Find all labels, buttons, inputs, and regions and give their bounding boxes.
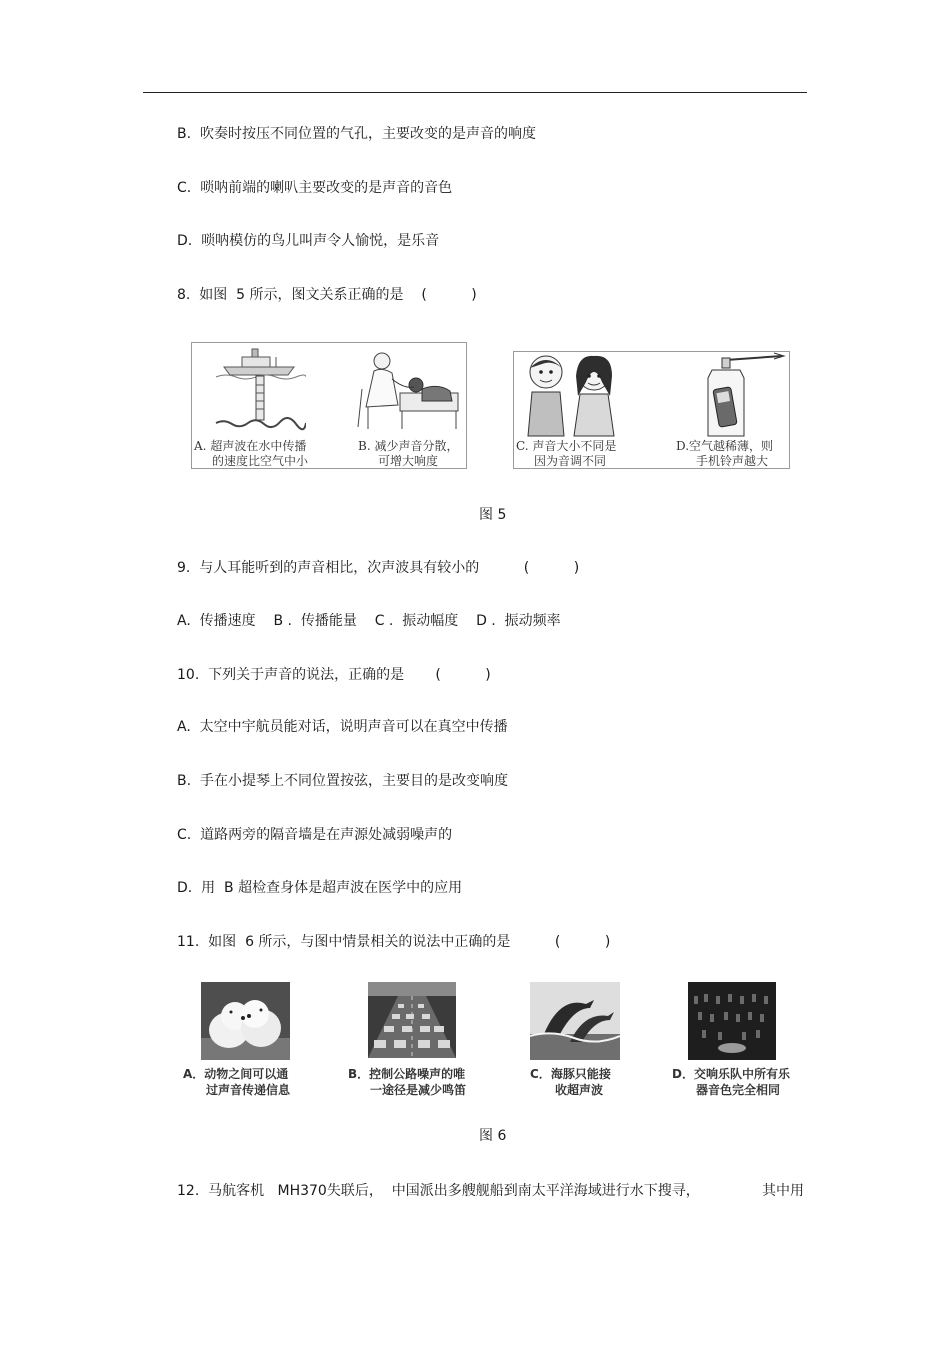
fig6-panel-d-label: D．交响乐队中所有乐 — [672, 1067, 790, 1081]
doctor-stethoscope-drawing — [352, 349, 462, 433]
fig5-panel-c-label-line2: 因为音调不同 — [534, 454, 607, 468]
boy-girl-cartoon-drawing — [522, 352, 622, 438]
highway-traffic-photo — [368, 982, 456, 1058]
dolphins-photo — [530, 982, 620, 1060]
fig6-panel-a-label-line2: 过声音传递信息 — [206, 1083, 291, 1097]
q9-stem: 9. 与人耳能听到的声音相比，次声波具有较小的 ( ) — [177, 560, 580, 576]
ship-sonar-drawing — [214, 345, 306, 431]
header-rule — [143, 92, 807, 93]
fig5-panel-b-label-line2: 可增大响度 — [378, 454, 439, 468]
fig6-panel-b-label: B．控制公路噪声的唯 — [348, 1067, 466, 1081]
fig6-panel-c-label: C．海豚只能接 — [530, 1067, 611, 1081]
q10-option-d: D. 用 B 超检查身体是超声波在医学中的应用 — [177, 880, 463, 896]
q7-option-d: D. 唢呐模仿的鸟儿叫声令人愉悦，是乐音 — [177, 233, 440, 249]
q10-option-a: A. 太空中宇航员能对话，说明声音可以在真空中传播 — [177, 719, 508, 735]
fig5-panel-a-label: A. 超声波在水中传播 — [194, 439, 307, 453]
q7-option-b: B. 吹奏时按压不同位置的气孔，主要改变的是声音的响度 — [177, 126, 536, 142]
q10-option-b: B. 手在小提琴上不同位置按弦，主要目的是改变响度 — [177, 773, 508, 789]
fig5-panel-b-label: B. 减少声音分散， — [358, 439, 459, 453]
fig5-panel-d-label: D.空气越稀薄，则 — [676, 439, 774, 453]
fig5-panel-c-label: C. 声音大小不同是 — [516, 439, 617, 453]
puppies-photo — [201, 982, 290, 1060]
figure-5-caption: 图 5 — [479, 507, 507, 523]
bell-jar-phone-drawing — [704, 352, 788, 438]
orchestra-photo — [688, 982, 776, 1060]
q12-stem: 12. 马航客机 MH370失联后， 中国派出多艘舰船到南太平洋海域进行水下搜寻， 其中用 — [177, 1183, 805, 1199]
fig5-panel-a-label-line2: 的速度比空气中小 — [212, 454, 309, 468]
q8-stem: 8. 如图 5 所示，图文关系正确的是 ( ) — [177, 287, 477, 303]
fig6-panel-b-label-line2: 一途径是减少鸣笛 — [370, 1083, 467, 1097]
fig6-panel-c-label-line2: 收超声波 — [555, 1083, 604, 1097]
q10-stem: 10. 下列关于声音的说法，正确的是 ( ) — [177, 667, 491, 683]
fig5-panel-d-label-line2: 手机铃声越大 — [696, 454, 769, 468]
figure-5-right-panel — [513, 351, 790, 469]
q9-options: A. 传播速度 B . 传播能量 C . 振动幅度 D . 振动频率 — [177, 613, 561, 629]
q10-option-c: C. 道路两旁的隔音墙是在声源处减弱噪声的 — [177, 827, 453, 843]
fig6-panel-a-label: A．动物之间可以通 — [183, 1067, 289, 1081]
fig6-panel-d-label-line2: 器音色完全相同 — [696, 1083, 781, 1097]
q11-stem: 11. 如图 6 所示，与图中情景相关的说法中正确的是 ( ) — [177, 934, 611, 950]
figure-5-left-panel — [191, 342, 467, 469]
q7-option-c: C. 唢呐前端的喇叭主要改变的是声音的音色 — [177, 180, 453, 196]
figure-6-caption: 图 6 — [479, 1128, 507, 1144]
